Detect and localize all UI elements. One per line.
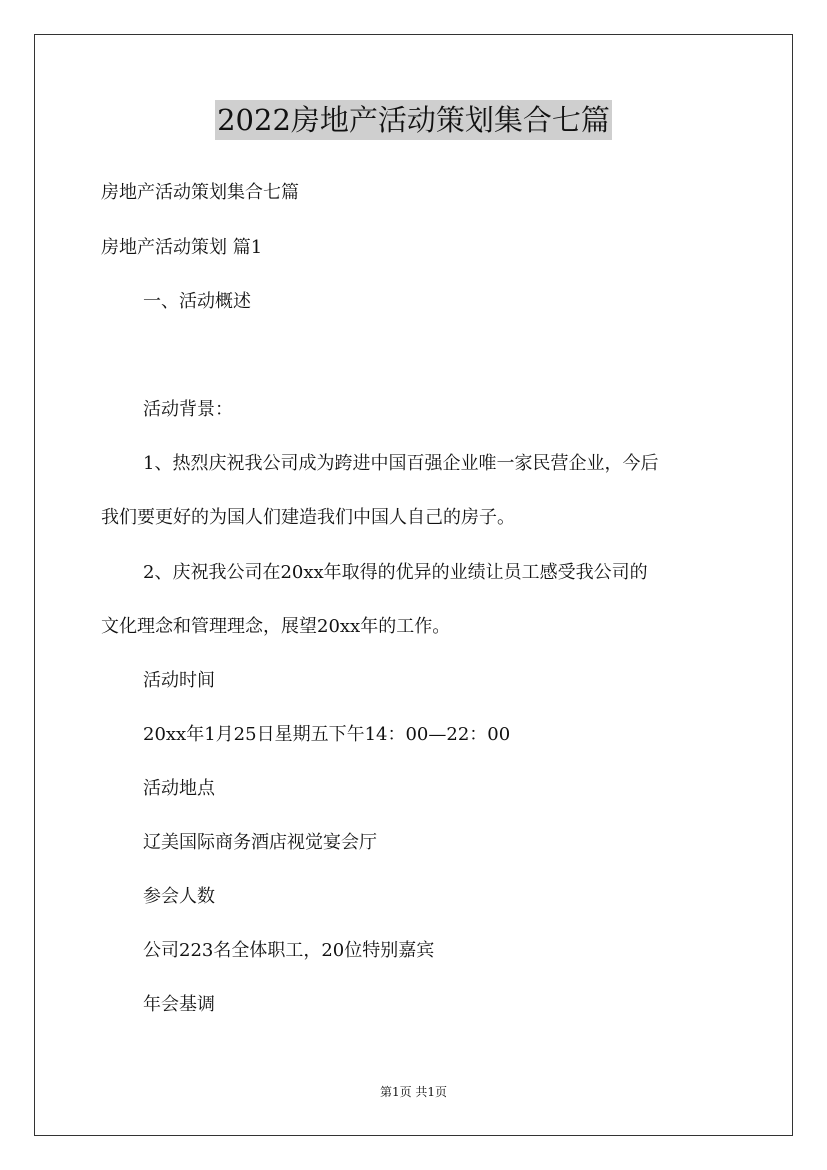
page-footer: 第1页 共1页: [379, 1085, 448, 1099]
paragraph-background-label: 活动背景：: [143, 399, 233, 420]
section-heading: 房地产活动策划 篇1: [101, 237, 263, 258]
paragraph-location-label: 活动地点: [143, 778, 215, 799]
paragraph-location-value: 辽美国际商务酒店视觉宴会厅: [143, 832, 377, 853]
paragraph-time-label: 活动时间: [143, 670, 215, 691]
paragraph-background-2b: 文化理念和管理理念，展望20xx年的工作。: [101, 616, 451, 637]
document-title-container: [0, 100, 827, 140]
paragraph-background-2a: 2、庆祝我公司在20xx年取得的优异的业绩让员工感受我公司的: [143, 562, 648, 583]
paragraph-overview: 一、活动概述: [143, 291, 251, 312]
paragraph-background-1b: 我们要更好的为国人们建造我们中国人自己的房子。: [101, 507, 515, 528]
paragraph-tone-label: 年会基调: [143, 994, 215, 1015]
paragraph-attendees-label: 参会人数: [143, 886, 215, 907]
document-subtitle: 房地产活动策划集合七篇: [101, 182, 299, 203]
paragraph-attendees-value: 公司223名全体职工，20位特别嘉宾: [143, 940, 435, 961]
paragraph-time-value: 20xx年1月25日星期五下午14：00—22：00: [143, 724, 511, 745]
document-title: 2022房地产活动策划集合七篇: [215, 100, 612, 140]
paragraph-background-1a: 1、热烈庆祝我公司成为跨进中国百强企业唯一家民营企业，今后: [143, 453, 659, 474]
